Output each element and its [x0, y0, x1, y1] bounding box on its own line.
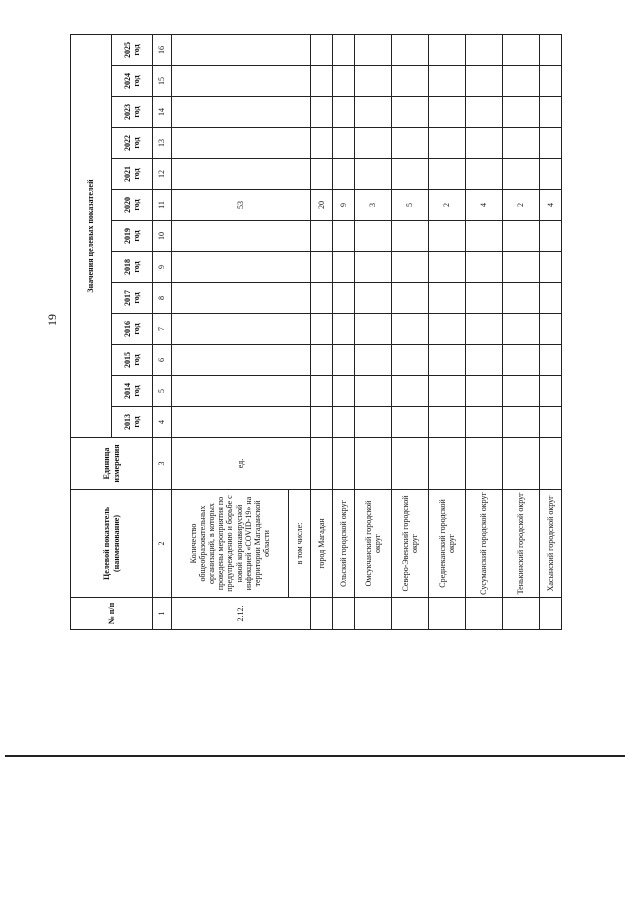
- col-number: 4: [153, 407, 172, 438]
- unit-cell: ед.: [172, 438, 311, 490]
- table-row: [466, 35, 503, 630]
- year-header: 2024 год: [112, 66, 153, 97]
- table-row: [429, 35, 466, 630]
- col-number: 15: [153, 66, 172, 97]
- year-header: 2014 год: [112, 376, 153, 407]
- table-row: [311, 35, 333, 630]
- rotated-page: [45, 30, 580, 630]
- col-number: 14: [153, 97, 172, 128]
- header-unit: Единица измерения: [71, 438, 153, 490]
- col-number: 11: [153, 190, 172, 221]
- value-cell: [172, 128, 311, 159]
- value-cell-2020: 20: [311, 190, 333, 221]
- table-row: [333, 35, 355, 630]
- value-cell: [172, 221, 311, 252]
- year-header: 2019 год: [112, 221, 153, 252]
- page-number: 19: [45, 314, 59, 326]
- year-header: 2013 год: [112, 407, 153, 438]
- value-cell-2020: 5: [392, 190, 429, 221]
- year-header: 2022 год: [112, 128, 153, 159]
- target-indicators-table: [70, 34, 562, 630]
- district-name: Северо-Эвенский городской округ: [392, 490, 429, 598]
- district-name: Среднеканский городской округ: [429, 490, 466, 598]
- col-number: 5: [153, 376, 172, 407]
- value-cell-2020: 4: [466, 190, 503, 221]
- value-cell: [172, 407, 311, 438]
- value-cell: [172, 283, 311, 314]
- district-name: Хасынский городской округ: [540, 490, 562, 598]
- table-row: [355, 35, 392, 630]
- including-label: в том числе:: [289, 490, 311, 598]
- col-number: 8: [153, 283, 172, 314]
- col-number: 9: [153, 252, 172, 283]
- year-header: 2017 год: [112, 283, 153, 314]
- value-cell: [172, 376, 311, 407]
- year-header: 2015 год: [112, 345, 153, 376]
- year-header: 2016 год: [112, 314, 153, 345]
- year-header: 2025 год: [112, 35, 153, 66]
- col-number: 1: [153, 598, 172, 630]
- col-number: 13: [153, 128, 172, 159]
- page-separator-line: [5, 755, 625, 757]
- value-cell-2020: 4: [540, 190, 562, 221]
- year-header: 2018 год: [112, 252, 153, 283]
- table-row: [540, 35, 562, 630]
- table-row: [503, 35, 540, 630]
- col-number: 16: [153, 35, 172, 66]
- value-cell-2020: 2: [429, 190, 466, 221]
- header-indicator: Целевой показатель (наименование): [71, 490, 153, 598]
- district-name: Тенькинский городской округ: [503, 490, 540, 598]
- value-cell-2020: 2: [503, 190, 540, 221]
- district-name: Ольский городской округ: [333, 490, 355, 598]
- column-number-row: [153, 35, 172, 630]
- col-number: 2: [153, 490, 172, 598]
- value-cell: [172, 314, 311, 345]
- col-number: 3: [153, 438, 172, 490]
- header-num: № п/п: [71, 598, 153, 630]
- col-number: 10: [153, 221, 172, 252]
- value-cell-2020: 53: [172, 190, 311, 221]
- value-cell: [172, 66, 311, 97]
- indicator-name: Количество общеобразовательных организаций, в которых проведены мероприятия по предупреждению и борьбе с новой коронавирусной инфекцией «COVID-19» на территории Магаданской области: [172, 490, 289, 598]
- value-cell: [172, 159, 311, 190]
- col-number: 12: [153, 159, 172, 190]
- year-header: 2021 год: [112, 159, 153, 190]
- col-number: 7: [153, 314, 172, 345]
- table-row: [392, 35, 429, 630]
- district-name: Омсукчанский городской округ: [355, 490, 392, 598]
- value-cell-2020: 3: [355, 190, 392, 221]
- district-name: город Магадан: [311, 490, 333, 598]
- col-number: 6: [153, 345, 172, 376]
- row-number: 2.12.: [172, 598, 311, 630]
- district-name: Сусуманский городской округ: [466, 490, 503, 598]
- table-row: [172, 35, 289, 630]
- value-cell-2020: 9: [333, 190, 355, 221]
- year-header: 2020 год: [112, 190, 153, 221]
- value-cell: [172, 345, 311, 376]
- value-cell: [172, 97, 311, 128]
- year-header: 2023 год: [112, 97, 153, 128]
- value-cell: [172, 35, 311, 66]
- value-cell: [172, 252, 311, 283]
- header-values-group: Значения целевых показателей: [71, 35, 112, 438]
